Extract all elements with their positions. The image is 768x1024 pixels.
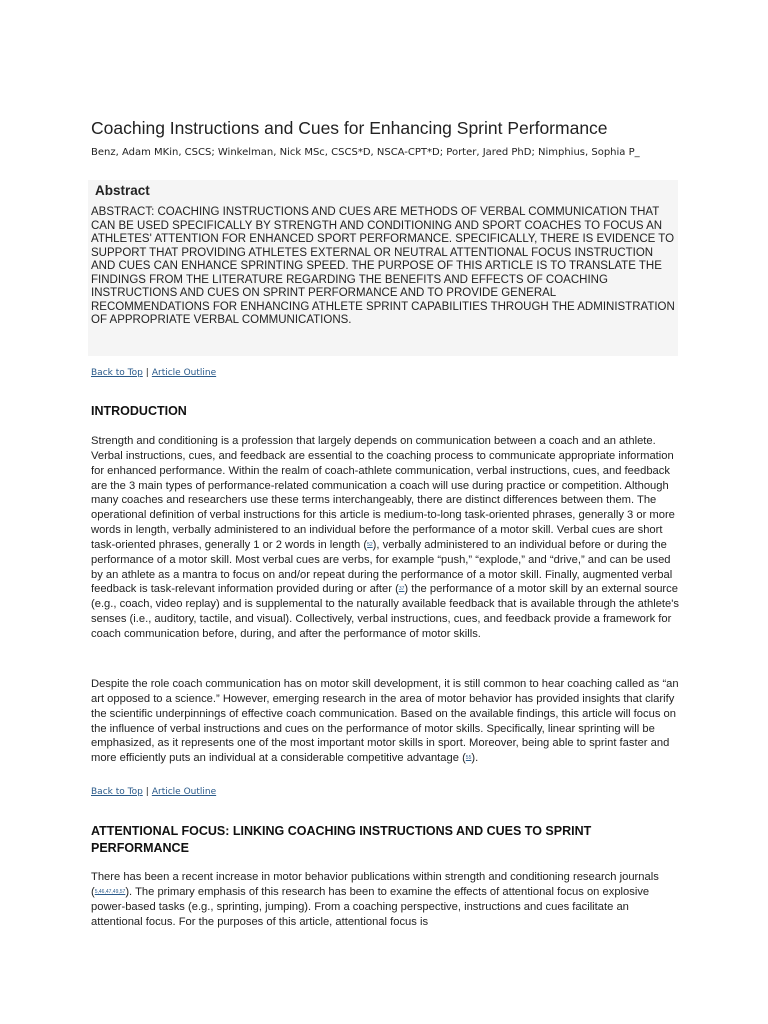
abstract-section	[88, 180, 678, 356]
nav-separator: |	[145, 368, 149, 378]
introduction-paragraph-2	[91, 677, 681, 766]
article-authors: Benz, Adam MKin, CSCS; Winkelman, Nick MSc, CSCS*D, NSCA-CPT*D; Porter, Jared PhD; Nimphius, Sophia P_	[91, 147, 640, 158]
abstract-text: ABSTRACT: COACHING INSTRUCTIONS AND CUES ARE METHODS OF VERBAL COMMUNICATION THAT CAN BE USED SPECIFICALLY BY STRENGTH AND CONDITIONING AND SPORT COACHES TO FOCUS AN ATHLETES' ATTENTION FOR ENHANCED SPORT PERFORMANCE. SPECIFICALLY, THERE IS EVIDENCE TO SUPPORT THAT PROVIDING ATHLETES EXTERNAL OR NEUTRAL ATTENTIONAL FOCUS INSTRUCTION AND CUES CAN ENHANCE SPRINTING SPEED. THE PURPOSE OF THIS ARTICLE IS TO TRANSLATE THE FINDINGS FROM THE LITERATURE REGARDING THE BENEFITS AND EFFECTS OF COACHING INSTRUCTIONS AND CUES ON SPRINT PERFORMANCE AND TO PROVIDE GENERAL RECOMMENDATIONS FOR ENHANCING ATHLETE SPRINT CAPABILITIES THROUGH THE ADMINISTRATION OF APPROPRIATE VERBAL COMMUNICATIONS.	[91, 206, 675, 326]
paragraph-text: ).	[471, 752, 479, 765]
paragraph-text: Strength and conditioning is a profession that largely depends on communication between a coach and an athlete. Verbal instructions, cues, and feedback are essential to the coaching process to communicate appropriate information for enhanced performance. Within the realm of coach-athlete communication, verbal instructions, cues, and feedback are the 3 main types of performance-related communication a coach will use during practice or competition. Although many coaches and researchers use these terms interchangeably, there are distinct differences between them. The operational definition of verbal instructions for this article is medium-to-long task-oriented phrases, generally 3 or more words in length, verbally administered to an individual before the performance of a motor skill. Verbal cues are short task-oriented phrases, generally 1 or 2 words in length (	[91, 435, 675, 551]
paragraph-text: ) the performance of a motor skill by an external source (e.g., coach, video replay) and is supplemental to the naturally available feedback that is available through the athlete's senses (i.e., auditory, tactile, and visual). Collectively, verbal instructions, cues, and feedback provide a framework for coach communication before, during, and after the performance of motor skills.	[91, 583, 679, 640]
abstract-heading: Abstract	[95, 183, 150, 198]
article-outline-link[interactable]: Article Outline	[151, 368, 217, 378]
article-title: Coaching Instructions and Cues for Enhancing Sprint Performance	[91, 118, 608, 138]
paragraph-text: There has been a recent increase in motor behavior publications within strength and conditioning research journals (	[91, 871, 659, 898]
citation-link[interactable]: 37	[398, 586, 405, 593]
citation-link[interactable]: 52	[367, 541, 373, 548]
paragraph-text: Despite the role coach communication has on motor skill development, it is still common to hear coaching called as “an art opposed to a science.” However, emerging research in the area of motor behavior has provided insights that clarify the scientific underpinnings of effective coach communication. Based on the available findings, this article will focus on the influence of verbal instructions and cues on the performance of motor skills. Specifically, linear sprinting will be emphasized, as it represents one of the most important motor skills in sport. Moreover, being able to sprint faster and more efficiently puts an individual at a considerable competitive advantage (	[91, 678, 679, 765]
section-nav	[91, 367, 216, 379]
introduction-heading: INTRODUCTION	[91, 404, 187, 418]
introduction-paragraph-1	[91, 434, 681, 642]
section-nav	[91, 786, 216, 798]
back-to-top-link[interactable]: Back to Top	[91, 787, 143, 797]
nav-separator: |	[145, 787, 149, 797]
citation-link[interactable]: 5,46,47,49,57	[94, 888, 126, 895]
paragraph-text: ), verbally administered to an individual before or during the performance of a motor skill. Most verbal cues are verbs, for example “push,” “explode,” and “drive,” and can be used by an athlete as a mantra to focus on and/or repeat during the performance of a motor skill. Finally, augmented verbal feedback is task-relevant information provided during or after (	[91, 538, 673, 596]
attentional-focus-heading: ATTENTIONAL FOCUS: LINKING COACHING INSTRUCTIONS AND CUES TO SPRINT PERFORMANCE	[91, 824, 592, 855]
back-to-top-link[interactable]: Back to Top	[91, 368, 143, 378]
attentional-focus-paragraph-1	[91, 870, 681, 929]
citation-link[interactable]: 55	[465, 755, 472, 762]
paragraph-text: ). The primary emphasis of this research has been to examine the effects of attentional focus on explosive power-based tasks (e.g., sprinting, jumping). From a coaching perspective, instructions and cues facilitate an attentional focus. For the purposes of this article, attentional focus is	[91, 885, 650, 928]
article-outline-link[interactable]: Article Outline	[151, 787, 217, 797]
